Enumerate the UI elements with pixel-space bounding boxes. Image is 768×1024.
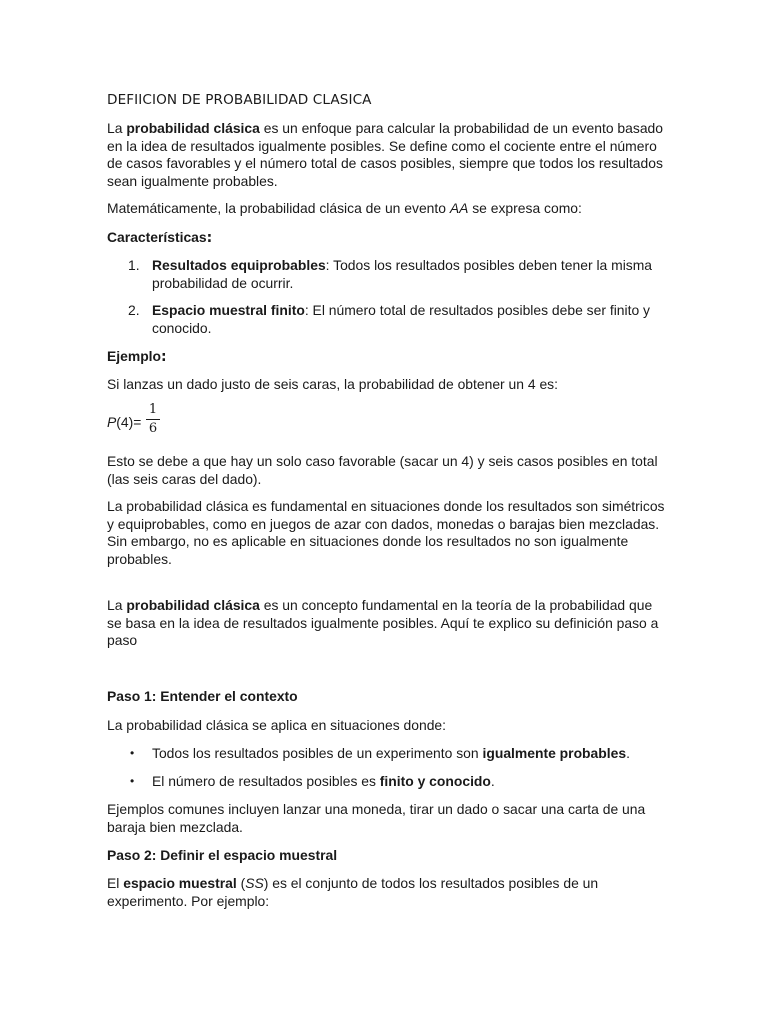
bullet-post: . (626, 745, 630, 761)
list-item-text (152, 302, 672, 337)
bullet-post: . (490, 773, 495, 789)
importance-line-4: probables. (107, 550, 172, 567)
intro-bold-term: probabilidad clásica (126, 120, 260, 136)
caracteristicas-heading-text: Características (107, 229, 207, 245)
formula-lhs (107, 414, 141, 432)
formula-arg: (4)= (116, 414, 142, 430)
ejemplo-heading-text: Ejemplo (107, 348, 162, 364)
intro-paragraph (107, 120, 667, 190)
document-title: DEFIICION DE PROBABILIDAD CLASICA (107, 92, 372, 108)
concept-bold-term: probabilidad clásica (126, 597, 260, 613)
list-item (107, 773, 667, 791)
math-pre: Matemáticamente, la probabilidad clásica de un evento (107, 200, 450, 216)
list-item-number: 2. (128, 302, 140, 318)
sample-space-variable: SS (245, 875, 264, 891)
paso2-heading (107, 847, 667, 865)
paso1-heading-text: Paso 1: Entender el contexto (107, 688, 298, 704)
sample-space-bold: espacio muestral (123, 875, 237, 891)
intro-pre: La (107, 120, 127, 136)
importance-paragraph (107, 498, 667, 568)
bullet-bold: igualmente probables (482, 745, 627, 761)
bullet-text (152, 773, 672, 791)
formula-numerator: 1 (148, 402, 158, 417)
explanation-paragraph (107, 453, 667, 488)
caracteristicas-heading (107, 229, 667, 248)
list-item-line-2: probabilidad de ocurrir. (152, 274, 294, 291)
list-item (107, 302, 667, 338)
bullet-text (152, 745, 672, 763)
intro-line-2: en la idea de resultados igualmente posibles. Se define como el cociente entre el número (107, 137, 657, 154)
importance-line-1: La probabilidad clásica es fundamental en situaciones donde los resultados son simétricos (107, 498, 665, 514)
sample-space-line-2: experimento. Por ejemplo: (107, 892, 270, 909)
bullet-icon: • (130, 774, 135, 788)
list-item-bold: Espacio muestral finito (152, 302, 305, 318)
list-item (107, 745, 667, 763)
list-item-line-1: : Todos los resultados posibles deben tener la misma (325, 257, 653, 273)
importance-line-3: Sin embargo, no es aplicable en situaciones donde los resultados no son igualmente (107, 533, 629, 549)
concept-paragraph (107, 597, 667, 650)
explanation-line-2: (las seis caras del dado). (107, 470, 262, 487)
examples-line-1: Ejemplos comunes incluyen lanzar una moneda, tirar un dado o sacar una carta de una (107, 801, 646, 817)
explanation-line-1: Esto se debe a que hay un solo caso favorable (sacar un 4) y seis casos posibles en total (107, 453, 658, 469)
ejemplo-text: Si lanzas un dado justo de seis caras, la probabilidad de obtener un 4 es: (107, 376, 558, 392)
sample-space-line-1: ) es el conjunto de todos los resultados posibles de un (263, 875, 599, 891)
bullet-icon: • (130, 746, 135, 760)
list-item-line-1: : El número total de resultados posibles debe ser finito y (304, 302, 650, 318)
fraction-bar (146, 419, 160, 420)
examples-line-2: baraja bien mezclada. (107, 818, 243, 835)
bullet-bold: finito y conocido (379, 773, 491, 789)
math-variable: AA (449, 200, 469, 216)
paso2-heading-text: Paso 2: Definir el espacio muestral (107, 847, 338, 863)
paso1-heading (107, 688, 667, 706)
importance-line-2: y equiprobables, como en juegos de azar con dados, monedas o barajas bien mezcladas. (107, 515, 660, 532)
intro-line-4: sean igualmente probables. (107, 172, 278, 189)
bullet-pre: El número de resultados posibles es (152, 773, 380, 789)
math-post: se expresa como: (468, 200, 582, 216)
caracteristicas-colon: : (206, 230, 213, 246)
bullet-pre: Todos los resultados posibles de un experimento son (152, 745, 483, 761)
math-paragraph (107, 200, 667, 218)
concept-line-1: es un concepto fundamental en la teoría de la probabilidad que (259, 597, 653, 613)
list-item-text (152, 257, 672, 292)
probability-formula (107, 402, 227, 442)
ejemplo-colon: : (161, 349, 167, 365)
examples-paragraph (107, 801, 667, 836)
intro-line-3: de casos favorables y el número total de casos posibles, siempre que todos los resultados (107, 155, 663, 171)
concept-line-2: se basa en la idea de resultados igualmente posibles. Aquí te explico su definición paso a (107, 614, 659, 631)
sample-space-pre: El (107, 875, 124, 891)
list-item-bold: Resultados equiprobables (152, 257, 326, 273)
intro-line-1: es un enfoque para calcular la probabilidad de un evento basado (259, 120, 664, 136)
paso1-text: La probabilidad clásica se aplica en situaciones donde: (107, 717, 447, 733)
formula-denominator: 6 (148, 421, 158, 436)
sample-space-paragraph (107, 875, 667, 910)
concept-line-3: paso (107, 632, 138, 648)
formula-p: P (107, 414, 117, 430)
sample-space-mid: ( (236, 875, 246, 891)
concept-pre: La (107, 597, 127, 613)
list-item (107, 257, 667, 293)
list-item-number: 1. (128, 257, 140, 273)
formula-fraction (146, 402, 160, 437)
ejemplo-heading (107, 348, 667, 367)
list-item-line-2: conocido. (152, 319, 212, 336)
